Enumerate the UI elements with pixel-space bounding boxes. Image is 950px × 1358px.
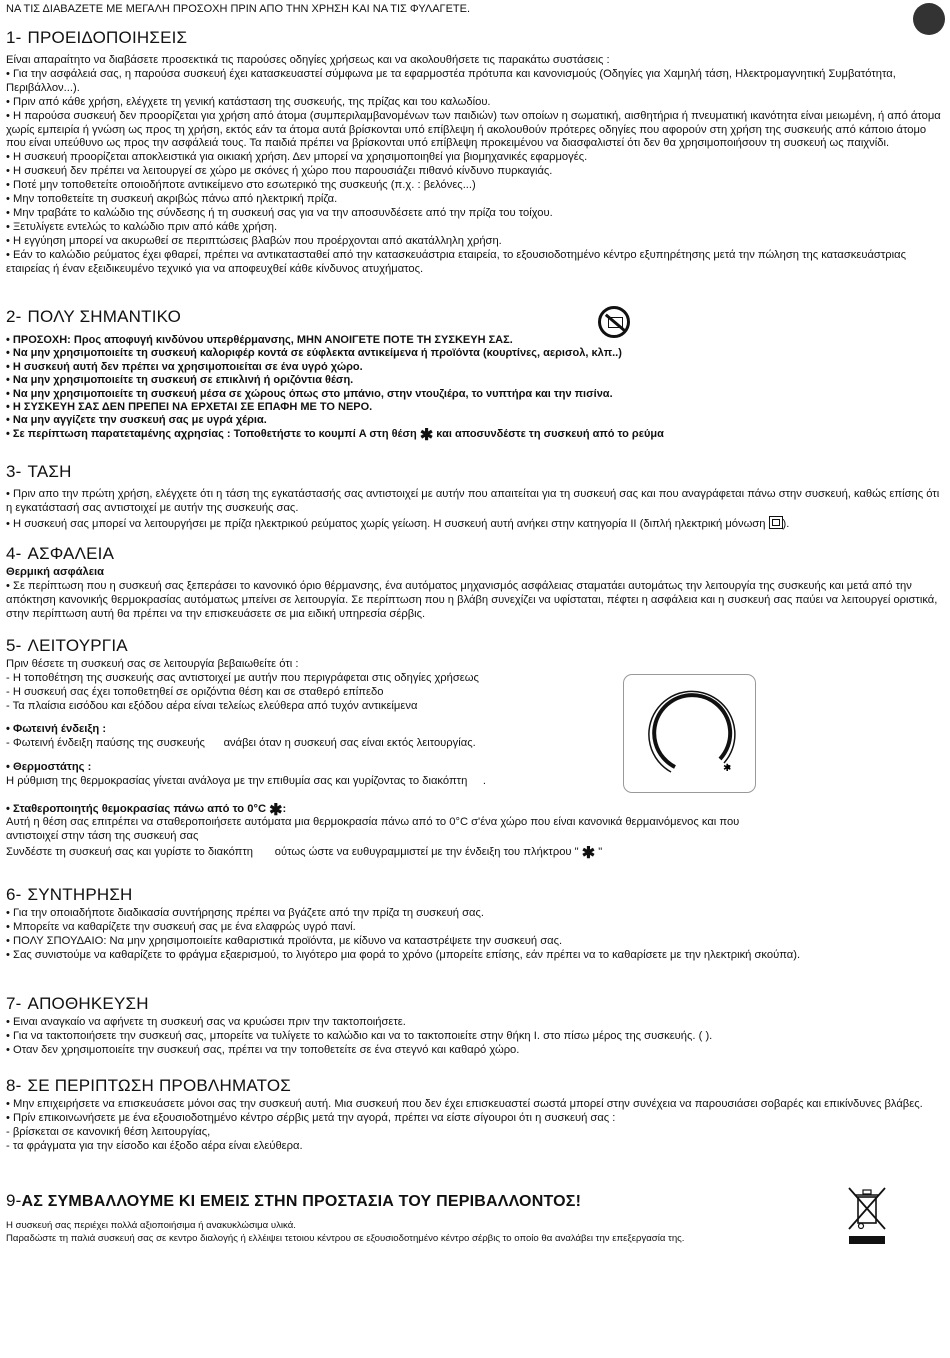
section-title: 1- ΠΡΟΕΙΔΟΠΟΙΗΣΕΙΣ [6,28,188,47]
svg-text:✱: ✱ [723,763,732,774]
star-symbol-icon: ✱ [419,426,434,444]
header-note: ΝΑ ΤΙΣ ΔΙΑΒΑΖΕΤΕ ΜΕ ΜΕΓΑΛΗ ΠΡΟΣΟΧΗ ΠΡΙΝ ΑΠΟ ΤΗΝ ΧΡΗΣΗ ΚΑΙ ΝΑ ΤΙΣ ΦΥΛΑΓΕΤΕ. [6,3,471,15]
section-warnings [6,28,946,277]
section-storage: 7- ΑΠΟΘΗΚΕΥΣΗ • Ειναι αναγκαίο να αφήνετε τη συσκευή σας να κρυώσει πριν την τακτοποιήσετε. • Για να τακτοποιήσετε την συσκευή σας, μπορείτε να τυλίγετε το καλώδιο και να το τακτοποιείτε στην θήκη I. στο πίσω μέρος της συσκευής. ( ). • Οταν δεν χρησιμοποιείτε την συσκευή σας, πρέπει να την τοποθετείτε σε ένα στεγνό και καθαρό χώρο. [6,994,946,1058]
section-very-important [6,307,946,327]
subsection-title: • Φωτεινή ένδειξη : [6,722,107,735]
section-title: 3- ΤΑΣΗ [6,462,72,481]
section-voltage: 3- ΤΑΣΗ • Πριν απο την πρώτη χρήση, ελέγχετε ότι η τάση της εγκατάστασής σας αντιστοιχεί με αυτήν που απαιτείται για τη συσκευή σας και που αναγράφεται πάνω στην συσκευή, καθώς επίσης ότι η εγκατάστασή σας αντιστοιχεί με αυτήν της συσκευής σας. • Η συσκευή σας μπορεί να λειτουργήσει με πρίζα ηλεκτρικού ρεύματος χωρίς γείωση. Η συσκευή αυτή ανήκει στην κατηγορία II (διπλή ηλεκτρική μόνωση ). [6,462,946,532]
section-title: 5- ΛΕΙΤΟΥΡΓΙΑ [6,636,128,655]
subsection-title: Θερμική ασφάλεια [6,566,104,578]
double-insulation-icon [769,516,783,529]
weee-bar [849,1236,885,1244]
subsection-title: • Θερμοστάτης : [6,761,92,774]
section-title: 7- ΑΠΟΘΗΚΕΥΣΗ [6,994,149,1013]
section-title: 2- ΠΟΛΥ ΣΗΜΑΝΤΙΚΟ [6,307,182,326]
section-operation: 5- ΛΕΙΤΟΥΡΓΙΑ Πριν θέσετε τη συσκευή σας σε λειτουργία βεβαιωθείτε ότι : - Η τοποθέτηση της συσκευής σας αντιστοιχεί με αυτήν που περιγράφεται στις οδηγίες χρήσεως - Η συσκευή σας έχει τοποθετηθεί σε οριζόντια θέση και σε σταθερό επίπεδο - Τα πλαίσια εισόδου και εξόδου αέρα είναι τελείως ελεύθερα από τυχόν αντικείμενα • Φωτεινή ένδειξη : - Φωτεινή ένδειξη παύσης της συσκευής ανάβει όταν η συσκευή σας είναι εκτός λειτουργίας. • Θερμοστάτης : Η ρύθμιση της θερμοκρασίας γίνεται ανάλογα με την επιθυμία σας και γυρίζοντας το διακόπτη . • Σταθεροποιητής θεμοκρασίας πάνω από το 0°C ✱: Αυτή η θέση σας επιτρέπει να σταθεροποιήσετε αυτόματα μια θερμοκρασία πάνω από το 0°C σ'ένα χώρο που είναι κανονικά θερμαινόμενος και που αντιστοιχεί στην τάση της συσκευή σας Συνδέστε τη συσκευή σας και γυρίστε το διακόπτη ούτως ώστε να ευθυγραμμιστεί με την ένδειξη του πλήκτρου " ✱ " [6,636,766,861]
section-maintenance: 6- ΣΥΝΤΗΡΗΣΗ • Για την οποιαδήποτε διαδικασία συντήρησης πρέπει να βγάζετε από την πρίζα τη συσκευή σας. • Μπορείτε να καθαρίζετε την συσκευή σας με ένα ελαφρώς υγρό πανί. • ΠΟΛΥ ΣΠΟΥΔΑΙΟ: Να μην χρησιμοποιείτε καθαριστικά προϊόντα, με κίδυνο να καταστρέψετε την συσκευή σας. • Σας συνιστούμε να καθαρίζετε το φράγμα εξαερισμού, το λιγότερο μια φορά το χρόνο (μπορείτε επίσης, εάν πρέπει να το καθαρίσετε με την ηλεκτρική σκούπα). [6,885,946,963]
subsection-title: • Σταθεροποιητής θεμοκρασίας πάνω από το 0°C ✱: [6,802,287,820]
star-symbol-icon: ✱ [581,844,596,862]
section-body: Είναι απαραίτητο να διαβάσετε προσεκτικά τις παρούσες οδηγίες χρήσεως και να ακολουθήσετε τις παρακάτω συστάσεις : • Για την ασφάλειά σας, η παρούσα συσκευή έχει κατασκευαστεί σύμφωνα με τα εφαρμοστέα πρότυπα και κανονισμούς (Οδηγίες για Χαμηλή τάση, Ηλεκτρομαγνητική Συμβατότητα, Περιβάλλον...). • Πριν από κάθε χρήση, ελέγχετε τη γενική κατάσταση της συσκευής, της πρίζας και του καλωδίου. • Η παρούσα συσκευή δεν προορίζεται για χρήση από άτομα (συμπεριλαμβανομένων των παιδιών) των οποίων η σωματική, αισθητήρια ή πνευματική ικανότητα είναι μειωμένη, ή από άτομα χωρίς εμπειρία ή γνώση ως προς τη χρήση, εκτός εάν τα άτομα αυτά βρίσκονται υπό επίβλεψη ή ακολουθούν πρότερες οδηγίες που αφορούν στη χρήση της συσκευής από κάποιο άτομο που είναι υπεύθυνο ως προς την ασφάλειά τους. Τα παιδιά πρέπει να βρίσκονται υπό επίβλεψη προκειμένου να διασφαλιστεί ότι δεν θα χρησιμοποιήσουν τη συσκευή ως παιχνίδι. • Η συσκευή προορίζεται αποκλειστικά για οικιακή χρήση. Δεν μπορεί να χρησιμοποιηθεί για βιομηχανικές εφαρμογές. • Η συσκευή δεν πρέπει να λειτουργεί σε χώρο με σκόνες ή χώρο που παρουσιάζει πιθανό κίνδυνο πυρκαγιάς. • Ποτέ μην τοποθετείτε οποιοδήποτε αντικείμενο στο εσωτερικό της συσκευής (π.χ. : βελόνες...) • Μην τοποθετείτε τη συσκευή ακριβώς πάνω από ηλεκτρική πρίζα. • Μην τραβάτε το καλώδιο της σύνδεσης ή τη συσκευή σας για να την αποσυνδέσετε από την πρίζα του τοίχου. • Ξετυλίγετε εντελώς το καλώδιο πριν από κάθε χρήση. • Η εγγύηση μπορεί να ακυρωθεί σε περιπτώσεις βλαβών που προέρχονται από ακατάλληλη χρήση. • Εάν το καλώδιο ρεύματος έχει φθαρεί, πρέπει να αντικατασταθεί από την κατασκευάστρια εταιρεία, το εξουσιοδοτημένο κέντρο εξυπηρέτησης μετά την πώληση της κατασκευάστριας εταιρείας ή έναν εξειδικευμένο τεχνικό για να αποφευχθεί κάθε κίνδυνος ατυχήματος. [6,54,941,275]
section-title: 6- ΣΥΝΤΗΡΗΣΗ [6,885,133,904]
section-safety: 4- ΑΣΦΑΛΕΙΑ Θερμική ασφάλεια • Σε περίπτωση που η συσκευή σας ξεπεράσει το κανονικό όριο θέρμανσης, ένα αυτόματος μηχανισμός ασφάλειας σταματάει αυτομάτως την λειτουργία της συσκευής και μετά από την απόκτηση κανονικής θερμοκρασίας αυτόματως μπείνει σε λειτουργία. Σε περίπτωση που η βλάβη συνεχίζει να υφίσταται, πέφτει η ασφάλεια και η συσκευή σας παύει να λειτουργεί οριστικά, στην περίπτωση αυτή θα πρέπει να την επισκευάσετε σε μια ειδική υπηρεσία σέρβις. [6,544,946,622]
section-title: 9-ΑΣ ΣΥΜΒΑΛΛΟΥΜΕ ΚΙ ΕΜΕΙΣ ΣΤΗΝ ΠΡΟΣΤΑΣΙΑ ΤΟΥ ΠΕΡΙΒΑΛΛΟΝΤΟΣ! [6,1191,582,1210]
section-troubleshooting: 8- ΣΕ ΠΕΡΙΠΤΩΣΗ ΠΡΟΒΛΗΜΑΤΟΣ • Μην επιχειρήσετε να επισκευάσετε μόνοι σας την συσκευή αυτή. Μια συσκευή που δεν έχει επισκευαστεί σωστά μπορεί στην συνέχεια να παρουσιάσει σοβαρές και επικίνδυνες βλάβες. • Πρίν επικοινωνήσετε με ένα εξουσιοδοτημένο κέντρο σέρβις μετά την αγορά, πρέπει να είστε σίγουροι ότι η συσκευή σας : - βρίσκεται σε κανονική θέση λειτουργίας, - τα φράγματα για την είσοδο και έξοδο αέρα είναι ελεύθερα. [6,1076,946,1154]
crossed-out-bin-icon [846,1185,888,1233]
section-title: 8- ΣΕ ΠΕΡΙΠΤΩΣΗ ΠΡΟΒΛΗΜΑΤΟΣ [6,1076,292,1095]
thermostat-dial-icon [624,675,755,792]
section-title: 4- ΑΣΦΑΛΕΙΑ [6,544,115,563]
section-environment: 9-ΑΣ ΣΥΜΒΑΛΛΟΥΜΕ ΚΙ ΕΜΕΙΣ ΣΤΗΝ ΠΡΟΣΤΑΣΙΑ ΤΟΥ ΠΕΡΙΒΑΛΛΟΝΤΟΣ! Η συσκευή σας περιέχει πολλά αξιοποιήσιμα ή ανακυκλώσιμα υλικά. Παραδώστε τη παλιά συσκευή σας σε κεντρο διαλογής ή ελλέιψει τετοιου κέντρου σε εξουσιοδοτημένο κέντρο σέρβις το οποίο θα αναλάβει την επεξεργασία της. [6,1191,846,1245]
star-symbol-icon: ✱ [269,802,283,820]
thermostat-dial-panel [623,674,756,793]
warning-list: • ΠΡΟΣΟΧΗ: Προς αποφυγή κινδύνου υπερθέρμανσης, ΜΗΝ ΑΝΟΙΓΕΤΕ ΠΟΤΕ ΤΗ ΣΥΣΚΕΥΗ ΣΑΣ. • Να μην χρησιμοποιείτε τη συσκευή καλοριφέρ κοντά σε εύφλεκτα αντικείμενα ή προϊόντα (κουρτίνες, αερισολ, κλπ..) • Η συσκευή αυτή δεν πρέπει να χρησιμοποιείται σε ένα υγρό χώρο. • Να μην χρησιμοποιείτε τη συσκευή σε επικλινή ή οριζόντια θέση. • Να μην χρησιμοποιείτε τη συσκευή μέσα σε χώρους όπως στο μπάνιο, στην ντουζιέρα, το νυπτήρα και την πισίνα. • Η ΣΥΣΚΕΥΗ ΣΑΣ ΔΕΝ ΠΡΕΠΕΙ ΝΑ ΕΡΧΕΤΑΙ ΣΕ ΕΠΑΦΗ ΜΕ ΤΟ ΝΕΡΟ. • Να μην αγγίζετε την συσκευή σας με υγρά χέρια. • Σε περίπτωση παρατεταμένης αχρησίας : Τοποθετήστε το κουμπί A στη θέση ✱ και αποσυνδέστε τη συσκευή από το ρεύμα [6,334,664,444]
